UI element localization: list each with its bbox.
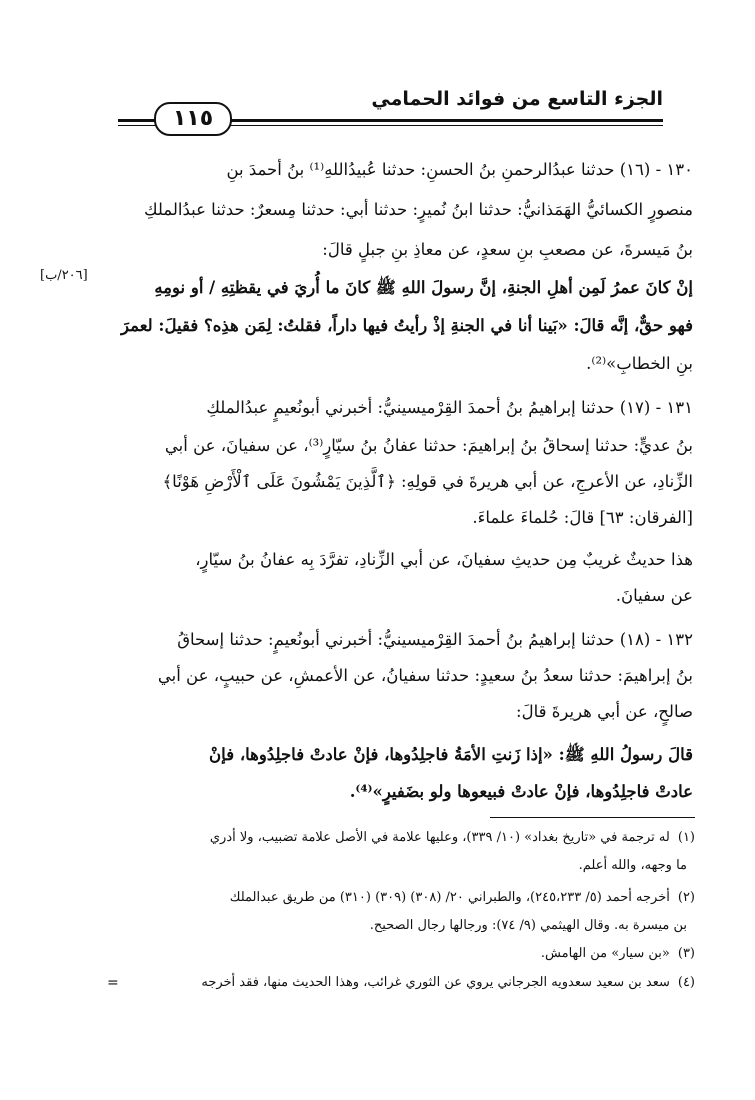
- footnote: (٤)سعد بن سعيد سعدويه الجرجاني يروي عن الثوري غرائب، وهذا الحديث منها، فقد أخرجه: [201, 975, 695, 990]
- text-line: ١٣١ - (١٧) حدثنا إبراهيمُ بنُ أحمدَ القِرْميسينيُّ: أخبرني أبونُعيمٍ عبدُالملكِ: [206, 398, 693, 417]
- footnote-continuation: بن ميسرة به. وقال الهيثمي (٩/ ٧٤): ورجالها رجال الصحيح.: [369, 918, 687, 933]
- text-line: هذا حديثٌ غريبٌ مِن حديثِ سفيانَ، عن أبي الزِّنادِ، تفرَّدَ بِه عفانُ بنُ سيّارٍ،: [195, 550, 693, 569]
- footnote-separator: [490, 817, 695, 818]
- text-line: صالحٍ، عن أبي هريرةَ قالَ:: [516, 702, 693, 721]
- text-line: بنُ مَيسرةَ، عن مصعبِ بنِ سعدٍ، عن معاذِ بنِ جبلٍ قالَ:: [322, 240, 693, 259]
- text-line: ١٣٠ - (١٦) حدثنا عبدُالرحمنِ بنُ الحسنِ: حدثنا عُبيدُاللهِ⁽¹⁾ بنُ أحمدَ بنِ: [226, 160, 693, 179]
- text-line: عادتْ فاجلِدُوها، فإنْ عادتْ فبيعوها ولو بضَفيرٍ»⁽⁴⁾.: [349, 782, 693, 801]
- footnote: (٢)أخرجه أحمد (٥/ ٢٤٥،٢٣٣)، والطبراني ٢٠/ (٣٠٨) (٣٠٩) (٣١٠) من طريق عبدالملك: [229, 890, 695, 905]
- continuation-mark: =: [107, 975, 119, 991]
- text-line: الزِّنادِ، عن الأعرجِ، عن أبي هريرةَ في قولِهِ: ﴿ٱلَّذِينَ يَمْشُونَ عَلَى ٱلْأَرْضِ هَوْنًا﴾: [162, 472, 693, 491]
- footnote: (٣)«بن سيار» من الهامش.: [540, 946, 695, 961]
- footnote-continuation: ما وجهه، والله أعلم.: [578, 858, 687, 873]
- text-line: بنِ الخطابِ»⁽²⁾.: [586, 354, 693, 373]
- text-line: بنُ عديٍّ: حدثنا إسحاقُ بنُ إبراهيمَ: حدثنا عفانُ بنُ سيّارٍ⁽³⁾، عن سفيانَ، عن أبي: [164, 436, 693, 455]
- text-line: عن سفيانَ.: [615, 586, 693, 605]
- text-line: ١٣٢ - (١٨) حدثنا إبراهيمُ بنُ أحمدَ القِرْميسينيُّ: أخبرني أبونُعيمٍ: حدثنا إسحاقُ: [177, 630, 693, 649]
- text-line: إنْ كانَ عمرُ لَمِن أهلِ الجنةِ، إنَّ رسولَ اللهِ ﷺ كانَ ما أُريَ في يقظتِهِ / أو نومِهِ: [154, 278, 693, 297]
- text-line: فهو حقٌّ، إنَّه قالَ: «بَينا أنا في الجنةِ إذْ رأيتُ فيها داراً، فقلتُ: لِمَن هذِه؟ فقيلَ: لعمرَ: [121, 316, 693, 335]
- text-line: [الفرقان: ٦٣] قالَ: حُلماءَ علماءَ.: [472, 508, 693, 527]
- page-header: [118, 88, 663, 134]
- page-number: ١١٥: [154, 102, 232, 136]
- running-title: الجزء التاسع من فوائد الحمامي: [371, 88, 663, 110]
- text-line: منصورٍ الكسائيُّ الهَمَذانيُّ: حدثنا ابنُ نُميرٍ: حدثنا أبي: حدثنا مِسعرٌ: حدثنا عبدُالملكِ: [143, 200, 693, 219]
- footnote: (١)له ترجمة في «تاريخ بغداد» (١٠/ ٣٣٩)، وعليها علامة في الأصل علامة تضبيب، ولا أدري: [209, 830, 695, 845]
- text-line: قالَ رسولُ اللهِ ﷺ: «إذا زَنتِ الأمَةُ فاجلِدُوها، فإنْ عادتْ فاجلِدُوها، فإنْ: [209, 745, 693, 764]
- text-line: بنُ إبراهيمَ: حدثنا سعدُ بنُ سعيدٍ: حدثنا سفيانُ، عن الأعمشِ، عن حبيبٍ، عن أبي: [157, 666, 693, 685]
- manuscript-folio-reference: [٢٠٦/ب]: [40, 268, 88, 283]
